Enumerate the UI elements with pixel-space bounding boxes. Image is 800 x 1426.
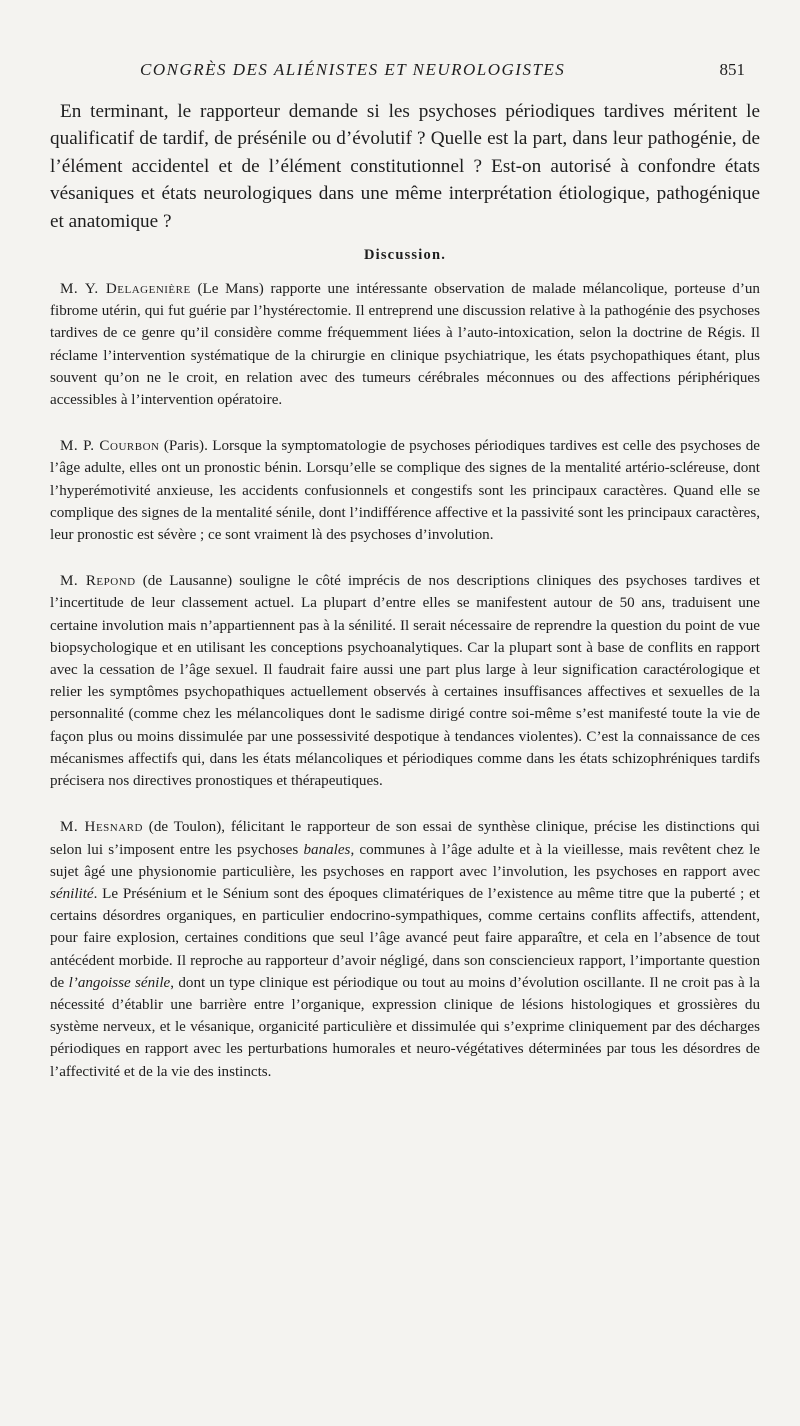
speaker-name: M. Repond [60, 573, 136, 590]
section-heading-discussion: Discussion. [363, 247, 447, 264]
paragraph-text: (de Lausanne) souligne le côté imprécis de nos descriptions cliniques des psychoses tardives et l’incertitude de leur classement actuel. La plupart d’entre elles se manifestent autour de 50 ans, traduisent une certaine involution mais n’appartiennent pas à la sénilité. Il serait nécessaire de reprendre la question du point de vue biopsychologique et en utilisant les conceptions psychoanalytiques. Car la plupart sont à base de conflits en rapport avec la cessation de l’âge sexuel. Il faudrait faire aussi une part plus large à leur signification caractérologique et relier les symptômes psychopathiques actuellement observés à certaines insuffisances affectives et sexuelles de la personnalité (comme chez les mélancoliques dont le sadisme dirigé contre soi-même s’est manifesté toute la vie de façon plus ou moins dissimulée par une possessivité despotique à tendances violentes). C’est la connaissance de ces mécanismes affectifs qui, dans les états mélancoliques et périodiques comme dans les états schizophréniques tardifs précisera nos directives pronostiques et thérapeutiques. [50, 573, 760, 790]
paragraph-delageniere [50, 278, 760, 411]
speaker-name: M. P. Courbon [60, 438, 160, 455]
paragraph-text: , communes à l’âge adulte et à la vieillesse, mais revêtent chez le sujet âgé une physionomie particulière, les psychoses en rapport avec l’involution, les psychoses en rapport avec [50, 841, 760, 880]
paragraph-hesnard [50, 816, 760, 1082]
page-number: 851 [719, 60, 745, 79]
paragraph-courbon [50, 435, 760, 546]
emphasized-term: banales [303, 841, 351, 858]
paragraph-text: , dont un type clinique est périodique ou tout au moins d’évolution oscillante. Il ne croit pas à la nécessité d’établir une barrière entre l’organique, expression clinique de lésions histologiques et grossières du système nerveux, et le vésanique, organicité particulière et dissimulée qui s’exprime cliniquement par des décharges périodiques en rapport avec les perturbations humorales et neuro-végétatives déterminées par tous les désordres de l’affectivité et de la vie des instincts. [50, 974, 760, 1080]
paragraph-text: (Paris). Lorsque la symptomatologie de psychoses périodiques tardives est celle des psychoses de l’âge adulte, elles ont un pronostic bénin. Lorsqu’elle se complique des signes de la mentalité artério-scléreuse, dont l’hyperémotivité anxieuse, les accidents confusionnels et congestifs sont les principaux caractères. Quand elle se complique des signes de la mentalité sénile, dont l’indifférence affective et la passivité sont les principaux caractères, leur pronostic est sévère ; ce sont vraiment là des psychoses d’involution. [50, 438, 760, 544]
emphasized-term: l’angoisse sénile [68, 974, 171, 991]
paragraph-repond [50, 570, 760, 792]
page-body [50, 98, 760, 1083]
speaker-name: M. Y. Delagenière [60, 281, 191, 298]
speaker-name: M. Hesnard [60, 819, 143, 836]
running-head: CONGRÈS DES ALIÉNISTES ET NEUROLOGISTES [140, 60, 566, 79]
intro-paragraph: En terminant, le rapporteur demande si les psychoses périodiques tardives méritent le qualificatif de tardif, de présénile ou d’évolutif ? Quelle est la part, dans leur pathogénie, de l’élément accidentel et de l’élément constitutionnel ? Est-on autorisé à confondre états vésaniques et états neurologiques dans une même interprétation étiologique, pathogénique et anatomique ? [50, 101, 760, 232]
paragraph-text: (de Toulon), félicitant le rapporteur de son essai de synthèse clinique, précise les distinctions qui selon lui s’imposent entre les psychoses [50, 819, 760, 858]
page-header [60, 60, 745, 86]
emphasized-term: sénilité [50, 885, 94, 902]
paragraph-text: . Le Présénium et le Sénium sont des époques climatériques de l’existence au même titre que la puberté ; et certains désordres organiques, en particulier endocrino-sympathiques, comme certains conflits affectifs, attendent, pour faire explosion, certaines conditions que seul l’âge avancé peut faire apparaître, et cela en l’absence de tout antécédent morbide. Il reproche au rapporteur d’avoir négligé, dans son consciencieux rapport, l’importante question de [50, 885, 760, 991]
paragraph-text: (Le Mans) rapporte une intéressante observation de malade mélancolique, porteuse d’un fibrome utérin, qui fut guérie par l’hystérectomie. Il entreprend une discussion relative à la pathogénie des psychoses tardives de ce genre qu’il considère comme fréquemment liées à l’auto-intoxication, selon la doctrine de Régis. Il réclame l’intervention systématique de la chirurgie en clinique psychiatrique, les états psychopathiques étant, plus souvent qu’on ne le croit, en relation avec des tumeurs cérébrales méconnues ou des affections périphériques accessibles à l’intervention opératoire. [50, 281, 760, 409]
